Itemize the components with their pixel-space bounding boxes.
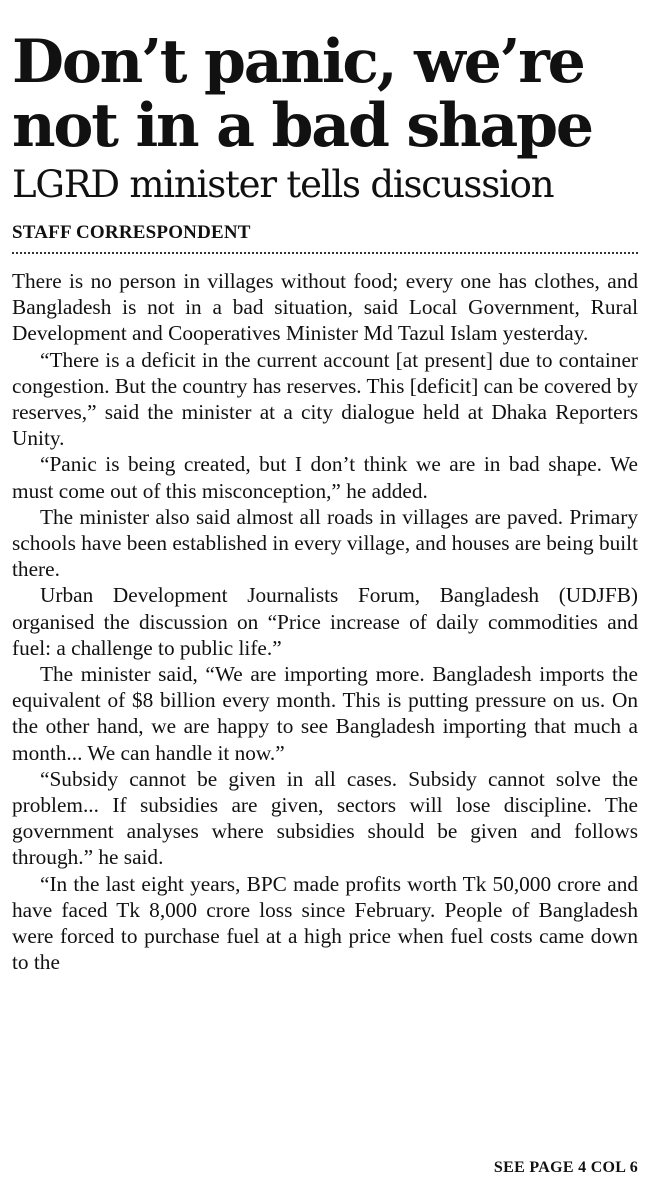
paragraph-1: There is no person in villages without food; every one has clothes, and Bangladesh is not in a bad situation, said Local Government, Rural Development and Cooperatives Minister Md Tazul Islam yesterday. xyxy=(12,269,638,346)
news-article xyxy=(12,0,638,975)
dotted-divider xyxy=(12,252,638,254)
byline: STAFF CORRESPONDENT xyxy=(12,222,251,243)
paragraph-5: Urban Development Journalists Forum, Bangladesh (UDJFB) organised the discussion on “Price increase of daily commodities and fuel: a challenge to public life.” xyxy=(12,583,638,660)
paragraph-4: The minister also said almost all roads in villages are paved. Primary schools have been established in every village, and houses are being built there. xyxy=(12,504,638,582)
headline: Don’t panic, we’re not in a bad shape xyxy=(12,27,592,161)
paragraph-7: “Subsidy cannot be given in all cases. Subsidy cannot solve the problem... If subsidies are given, sectors will lose discipline. The government analyses where subsidies should be given and follows through.” he said. xyxy=(12,766,638,870)
paragraph-3: “Panic is being created, but I don’t think we are in bad shape. We must come out of this misconception,” he added. xyxy=(12,452,638,503)
paragraph-2: “There is a deficit in the current account [at present] due to container congestion. But the country has reserves. This [deficit] can be covered by reserves,” said the minister at a city dialogue held at Dhaka Reporters Unity. xyxy=(12,347,638,451)
subheadline: LGRD minister tells discussion xyxy=(12,163,554,206)
continuation-jump-line: SEE PAGE 4 COL 6 xyxy=(493,1159,638,1176)
article-body xyxy=(12,268,638,975)
paragraph-8: “In the last eight years, BPC made profits worth Tk 50,000 crore and have faced Tk 8,000 crore loss since February. People of Bangladesh were forced to purchase fuel at a high price when fuel costs came down to the xyxy=(12,871,638,975)
paragraph-6: The minister said, “We are importing more. Bangladesh imports the equivalent of $8 billion every month. This is putting pressure on us. On the other hand, we are happy to see Bangladesh importing that much a month... We can handle it now.” xyxy=(12,662,638,765)
